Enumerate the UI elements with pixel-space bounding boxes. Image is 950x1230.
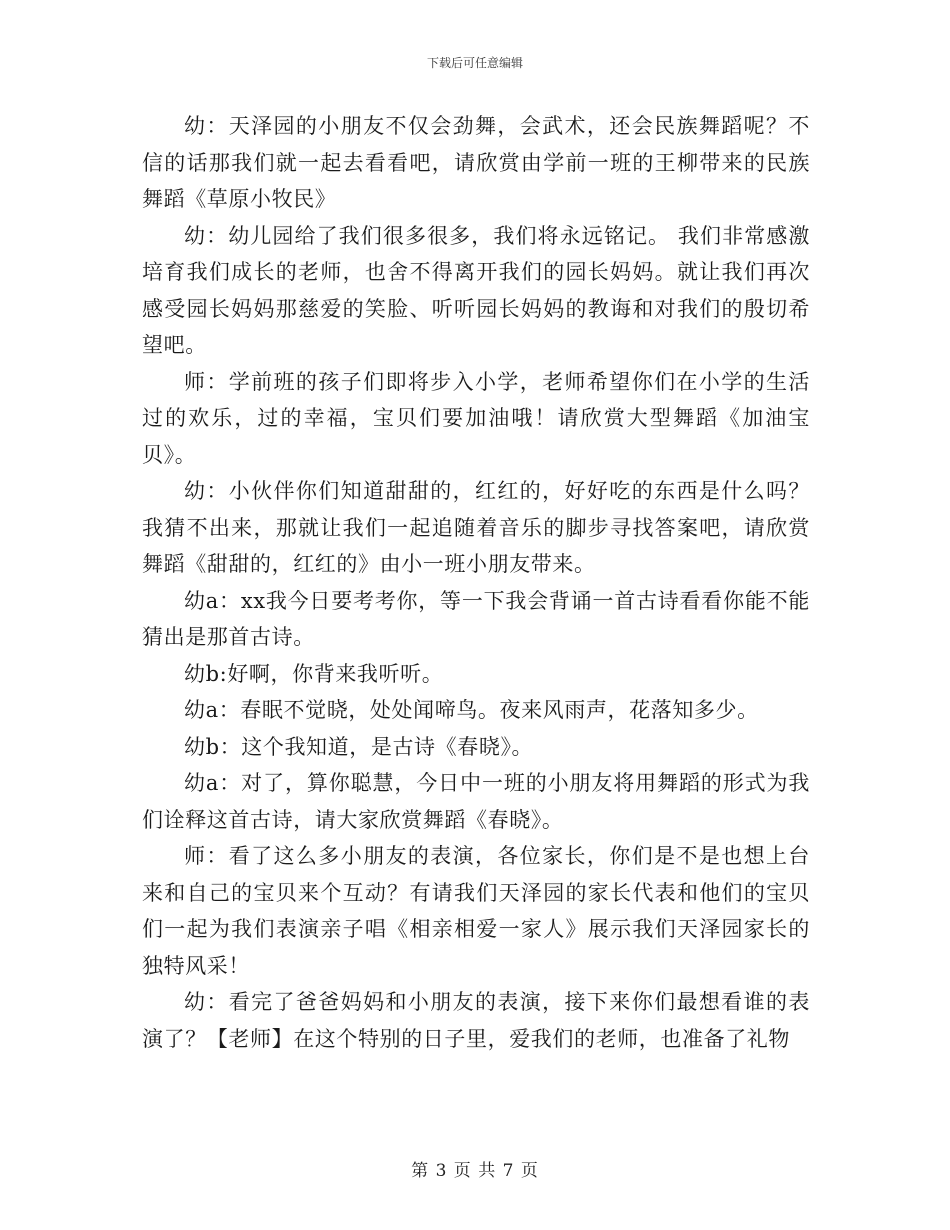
- document-body: [142, 108, 810, 1057]
- paragraph: 幼a：春眠不觉晓，处处闻啼鸟。夜来风雨声，花落知多少。: [184, 698, 759, 722]
- paragraph: 幼b:好啊，你背来我听听。: [184, 661, 444, 686]
- paragraph: 幼b：这个我知道，是古诗《春晓》。: [184, 734, 534, 759]
- page-number: 第 3 页 共 7 页: [411, 1161, 539, 1181]
- page-header-note: 下载后可任意编辑: [426, 56, 523, 70]
- paragraph: 幼：天泽园的小朋友不仅会劲舞，会武术，还会民族舞蹈呢？不信的话那我们就一起去看看吧，请欣赏由学前一班的王柳带来的民族舞蹈《草原小牧民》: [142, 114, 810, 211]
- paragraph: 幼：幼儿园给了我们很多很多，我们将永远铭记。 我们非常感激培育我们成长的老师，也舍不得离开我们的园长妈妈。就让我们再次感受园长妈妈那慈爱的笑脸、听听园长妈妈的教诲和对我们的殷切希望吧。: [142, 223, 810, 357]
- paragraph: 师：看了这么多小朋友的表演，各位家长，你们是不是也想上台来和自己的宝贝来个互动？有请我们天泽园的家长代表和他们的宝贝们一起为我们表演亲子唱《相亲相爱一家人》展示我们天泽园家长的独特风采！: [142, 844, 810, 978]
- paragraph: 幼：小伙伴你们知道甜甜的，红红的，好好吃的东西是什么吗？我猜不出来，那就让我们一起追随着音乐的脚步寻找答案吧，请欣赏舞蹈《甜甜的，红红的》由小一班小朋友带来。: [142, 479, 810, 576]
- paragraph: 幼a：xx我今日要考考你，等一下我会背诵一首古诗看看你能不能猜出是那首古诗。: [142, 588, 810, 649]
- paragraph: 幼a：对了，算你聪慧，今日中一班的小朋友将用舞蹈的形式为我们诠释这首古诗，请大家欣赏舞蹈《春晓》。: [142, 771, 810, 832]
- paragraph: 师：学前班的孩子们即将步入小学，老师希望你们在小学的生活过的欢乐，过的幸福，宝贝们要加油哦！请欣赏大型舞蹈《加油宝贝》。: [142, 369, 810, 467]
- paragraph: 幼：看完了爸爸妈妈和小朋友的表演，接下来你们最想看谁的表演了？【老师】在这个特别的日子里，爱我们的老师，也准备了礼物: [142, 990, 810, 1051]
